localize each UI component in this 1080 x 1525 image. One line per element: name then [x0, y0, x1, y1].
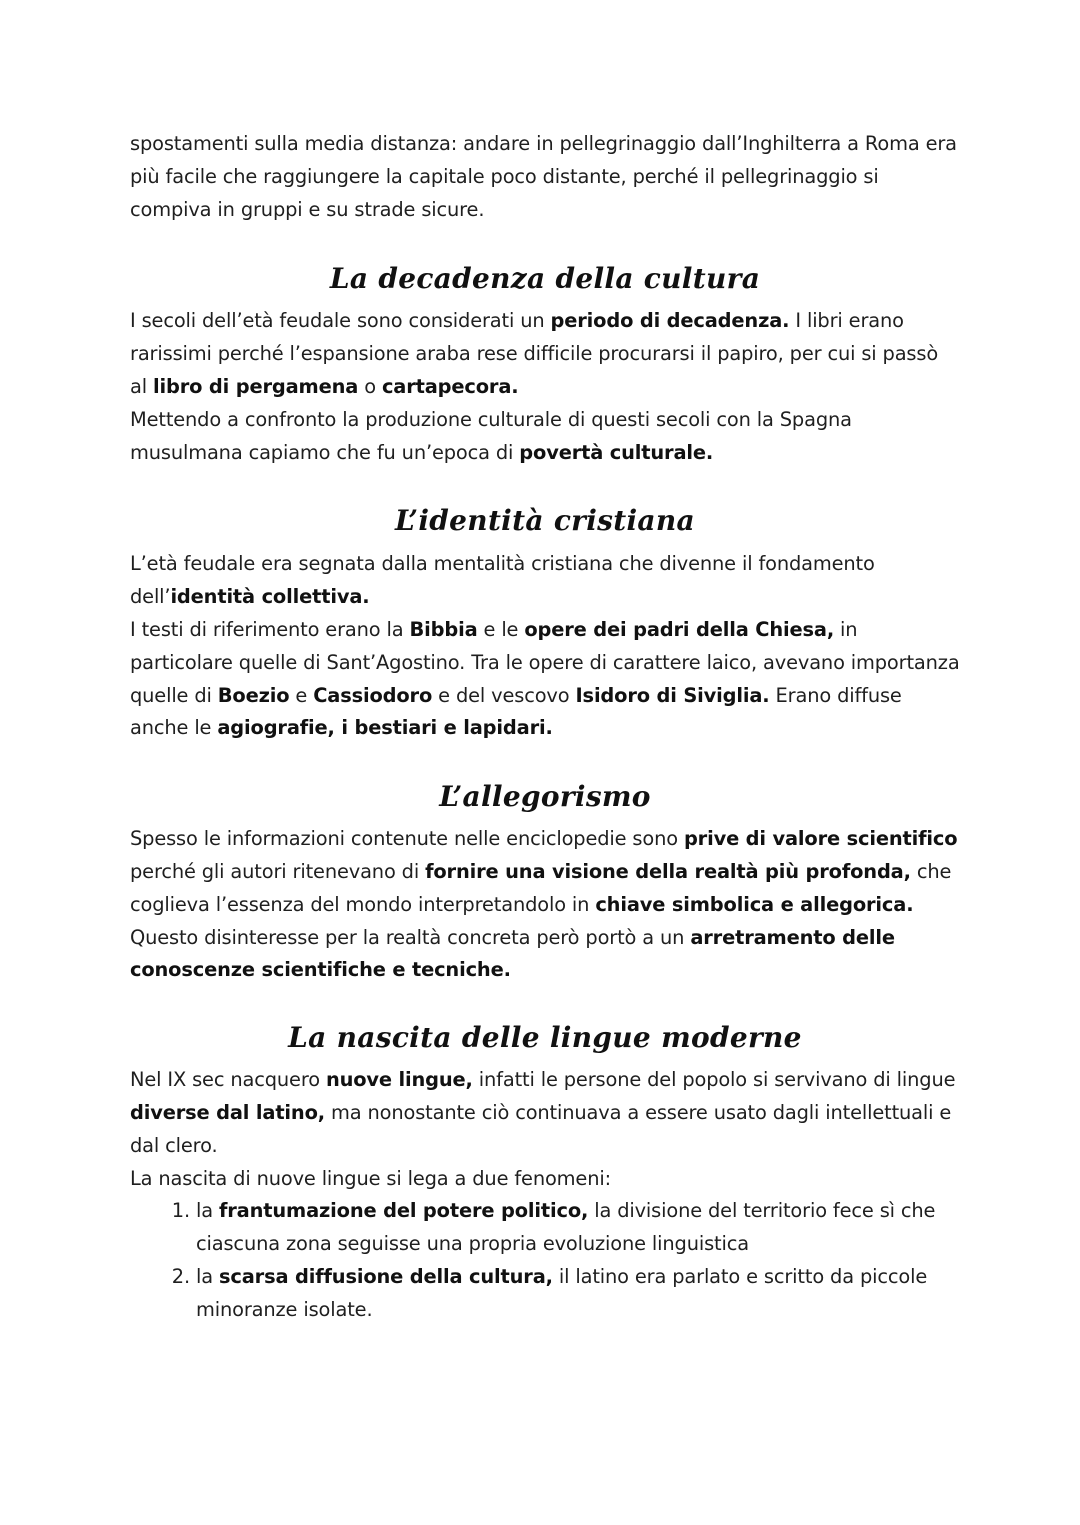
list-item: [196, 1195, 960, 1261]
bold-text: libro di pergamena: [152, 374, 359, 398]
bold-text: cartapecora.: [381, 374, 519, 398]
text-span: e: [289, 683, 314, 707]
bold-text: diverse dal latino,: [130, 1100, 325, 1124]
decadenza-paragraph-1: [130, 305, 960, 403]
bold-text: scarsa diffusione della cultura,: [218, 1264, 553, 1288]
bold-text: arretramento delle conoscenze scientifiche e tecniche.: [130, 925, 895, 982]
identita-paragraph-2: [130, 614, 960, 745]
document-page: [130, 128, 960, 1327]
text-span: e le: [477, 617, 525, 641]
identita-paragraph-1: [130, 548, 960, 614]
text-span: la: [196, 1264, 219, 1288]
bold-text: chiave simbolica e allegorica.: [595, 892, 914, 916]
text-span: e del vescovo: [432, 683, 576, 707]
bold-text: opere dei padri della Chiesa,: [524, 617, 835, 641]
text-span: in particolare quelle di Sant’Agostino. Tra le opere di carattere laico, avevano importanza quelle di: [130, 617, 960, 707]
text-span: Nel IX sec nacquero: [130, 1068, 326, 1092]
bold-text: periodo di decadenza.: [550, 309, 790, 333]
text-span: infatti le persone del popolo si servivano di lingue: [472, 1068, 956, 1092]
text-span: I testi di riferimento erano la: [130, 617, 410, 641]
intro-paragraph: [130, 128, 960, 226]
bold-text: Cassiodoro: [313, 683, 433, 707]
heading-lingue-moderne: La nascita delle lingue moderne: [288, 1021, 802, 1055]
text-span: che coglieva l’essenza del mondo interpretandolo in: [130, 859, 952, 916]
heading-decadenza: La decadenza della cultura: [329, 262, 761, 296]
bold-text: nuove lingue,: [325, 1068, 473, 1092]
bold-text: Bibbia: [409, 617, 478, 641]
bold-text: Boezio: [217, 683, 290, 707]
allegorismo-paragraph-2: [130, 922, 960, 988]
bold-text: Isidoro di Siviglia.: [575, 683, 770, 707]
lingue-paragraph-1: [130, 1064, 960, 1162]
bold-text: fornire una visione della realtà più profonda,: [425, 859, 911, 883]
intro-text: spostamenti sulla media distanza: andare in pellegrinaggio dall’Inghilterra a Roma era più facile che raggiungere la capitale poco distante, perché il pellegrinaggio si compiva in gruppi e su strade sicure.: [130, 132, 957, 221]
bold-text: agiografie, i bestiari e lapidari.: [217, 716, 553, 740]
text-span: o: [358, 374, 382, 398]
text-span: I libri erano rarissimi perché l’espansione araba rese difficile procurarsi il papiro, per cui si passò al: [130, 309, 939, 398]
text-span: perché gli autori ritenevano di: [130, 859, 426, 883]
fenomeni-list: [130, 1195, 960, 1326]
text-span: L’età feudale era segnata dalla mentalità cristiana che divenne il fondamento dell’: [130, 552, 875, 609]
bold-text: povertà culturale.: [519, 440, 714, 464]
list-item: [196, 1261, 960, 1327]
bold-text: prive di valore scientifico: [683, 827, 958, 851]
text-span: Questo disinteresse per la realtà concreta però portò a un: [130, 925, 691, 949]
bold-text: identità collettiva.: [170, 585, 370, 609]
lingue-paragraph-2: La nascita di nuove lingue si lega a due fenomeni:: [130, 1166, 611, 1190]
heading-allegorismo: L’allegorismo: [439, 780, 651, 814]
text-span: la divisione del territorio fece sì che ciascuna zona seguisse una propria evoluzione linguistica: [196, 1199, 936, 1256]
text-span: I secoli dell’età feudale sono considerati un: [130, 309, 551, 333]
text-span: la: [196, 1199, 219, 1223]
text-span: Erano diffuse anche le: [130, 683, 902, 740]
allegorismo-paragraph-1: [130, 823, 960, 921]
decadenza-paragraph-2: [130, 404, 960, 470]
text-span: Spesso le informazioni contenute nelle enciclopedie sono: [130, 827, 684, 851]
heading-identita: L’identità cristiana: [395, 504, 695, 538]
text-span: ma nonostante ciò continuava a essere usato dagli intellettuali e dal clero.: [130, 1100, 952, 1157]
bold-text: frantumazione del potere politico,: [218, 1199, 589, 1223]
text-span: il latino era parlato e scritto da piccole minoranze isolate.: [196, 1264, 928, 1321]
text-span: Mettendo a confronto la produzione culturale di questi secoli con la Spagna musulmana capiamo che fu un’epoca di: [130, 407, 852, 464]
